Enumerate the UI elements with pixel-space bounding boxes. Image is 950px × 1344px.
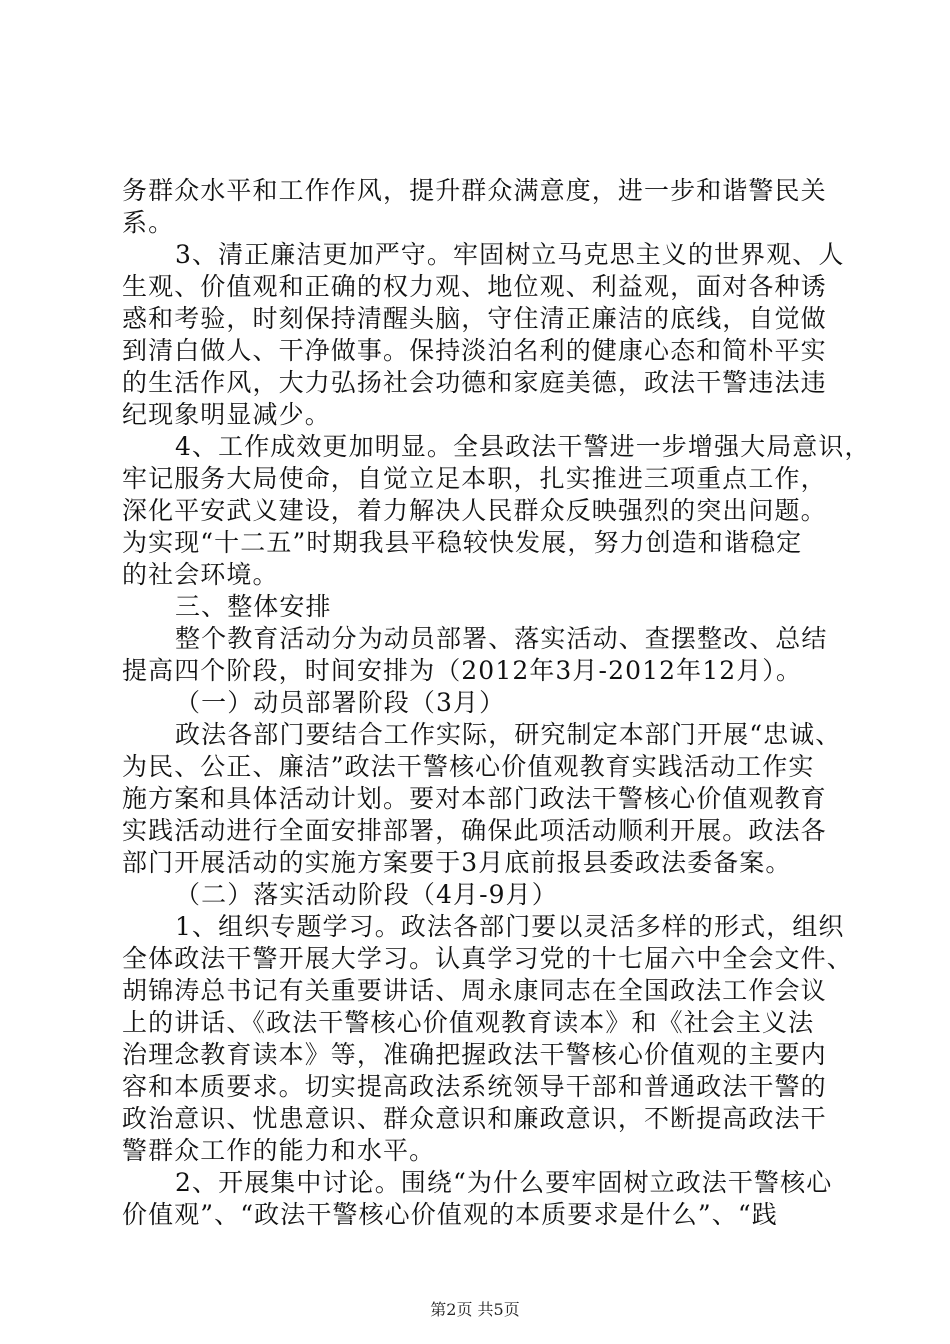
text-line: 价值观”、“政法干警核心价值观的本质要求是什么”、“践 <box>122 1200 778 1229</box>
text-line: 系。 <box>122 208 175 237</box>
text-line: 惑和考验，时刻保持清醒头脑，守住清正廉洁的底线，自觉做 <box>122 304 827 333</box>
text-line: 胡锦涛总书记有关重要讲话、周永康同志在全国政法工作会议 <box>122 976 827 1005</box>
text-line: 4、工作成效更加明显。全县政法干警进一步增强大局意识， <box>175 432 871 461</box>
text-line: 容和本质要求。切实提高政法系统领导干部和普通政法干警的 <box>122 1072 827 1101</box>
text-line: 生观、价值观和正确的权力观、地位观、利益观，面对各种诱 <box>122 272 827 301</box>
text-line: 提高四个阶段，时间安排为（2012年3月-2012年12月）。 <box>122 656 803 685</box>
text-line: 政治意识、忧患意识、群众意识和廉政意识，不断提高政法干 <box>122 1104 827 1133</box>
text-line: 1、组织专题学习。政法各部门要以灵活多样的形式，组织 <box>175 912 845 941</box>
text-line: 务群众水平和工作作风，提升群众满意度，进一步和谐警民关 <box>122 176 827 205</box>
text-line: 全体政法干警开展大学习。认真学习党的十七届六中全会文件、 <box>122 944 853 973</box>
subsection-heading: （二）落实活动阶段（4月-9月） <box>175 880 558 909</box>
text-line: 纪现象明显减少。 <box>122 400 331 429</box>
text-line: 到清白做人、干净做事。保持淡泊名利的健康心态和简朴平实 <box>122 336 827 365</box>
text-line: 治理念教育读本》等，准确把握政法干警核心价值观的主要内 <box>122 1040 827 1069</box>
text-line: 的生活作风，大力弘扬社会功德和家庭美德，政法干警违法违 <box>122 368 827 397</box>
text-line: 政法各部门要结合工作实际，研究制定本部门开展“忠诚、 <box>175 720 842 749</box>
text-line: 施方案和具体活动计划。要对本部门政法干警核心价值观教育 <box>122 784 827 813</box>
text-line: 2、开展集中讨论。围绕“为什么要牢固树立政法干警核心 <box>175 1168 833 1197</box>
text-line: 3、清正廉洁更加严守。牢固树立马克思主义的世界观、人 <box>175 240 845 269</box>
section-heading: 三、整体安排 <box>175 592 332 621</box>
text-line: 为实现“十二五”时期我县平稳较快发展，努力创造和谐稳定 <box>122 528 803 557</box>
text-line: 的社会环境。 <box>122 560 279 589</box>
text-line: 整个教育活动分为动员部署、落实活动、查摆整改、总结 <box>175 624 828 653</box>
page-number: 第2页 共5页 <box>430 1300 520 1319</box>
text-line: 实践活动进行全面安排部署，确保此项活动顺利开展。政法各 <box>122 816 827 845</box>
text-line: 部门开展活动的实施方案要于3月底前报县委政法委备案。 <box>122 848 792 877</box>
text-line: 警群众工作的能力和水平。 <box>122 1136 436 1165</box>
text-line: 为民、公正、廉洁”政法干警核心价值观教育实践活动工作实 <box>122 752 815 781</box>
text-line: 上的讲话、《政法干警核心价值观教育读本》和《社会主义法 <box>122 1008 815 1037</box>
text-line: 牢记服务大局使命，自觉立足本职，扎实推进三项重点工作， <box>122 464 827 493</box>
subsection-heading: （一）动员部署阶段（3月） <box>175 688 506 717</box>
text-line: 深化平安武义建设，着力解决人民群众反映强烈的突出问题。 <box>122 496 827 525</box>
